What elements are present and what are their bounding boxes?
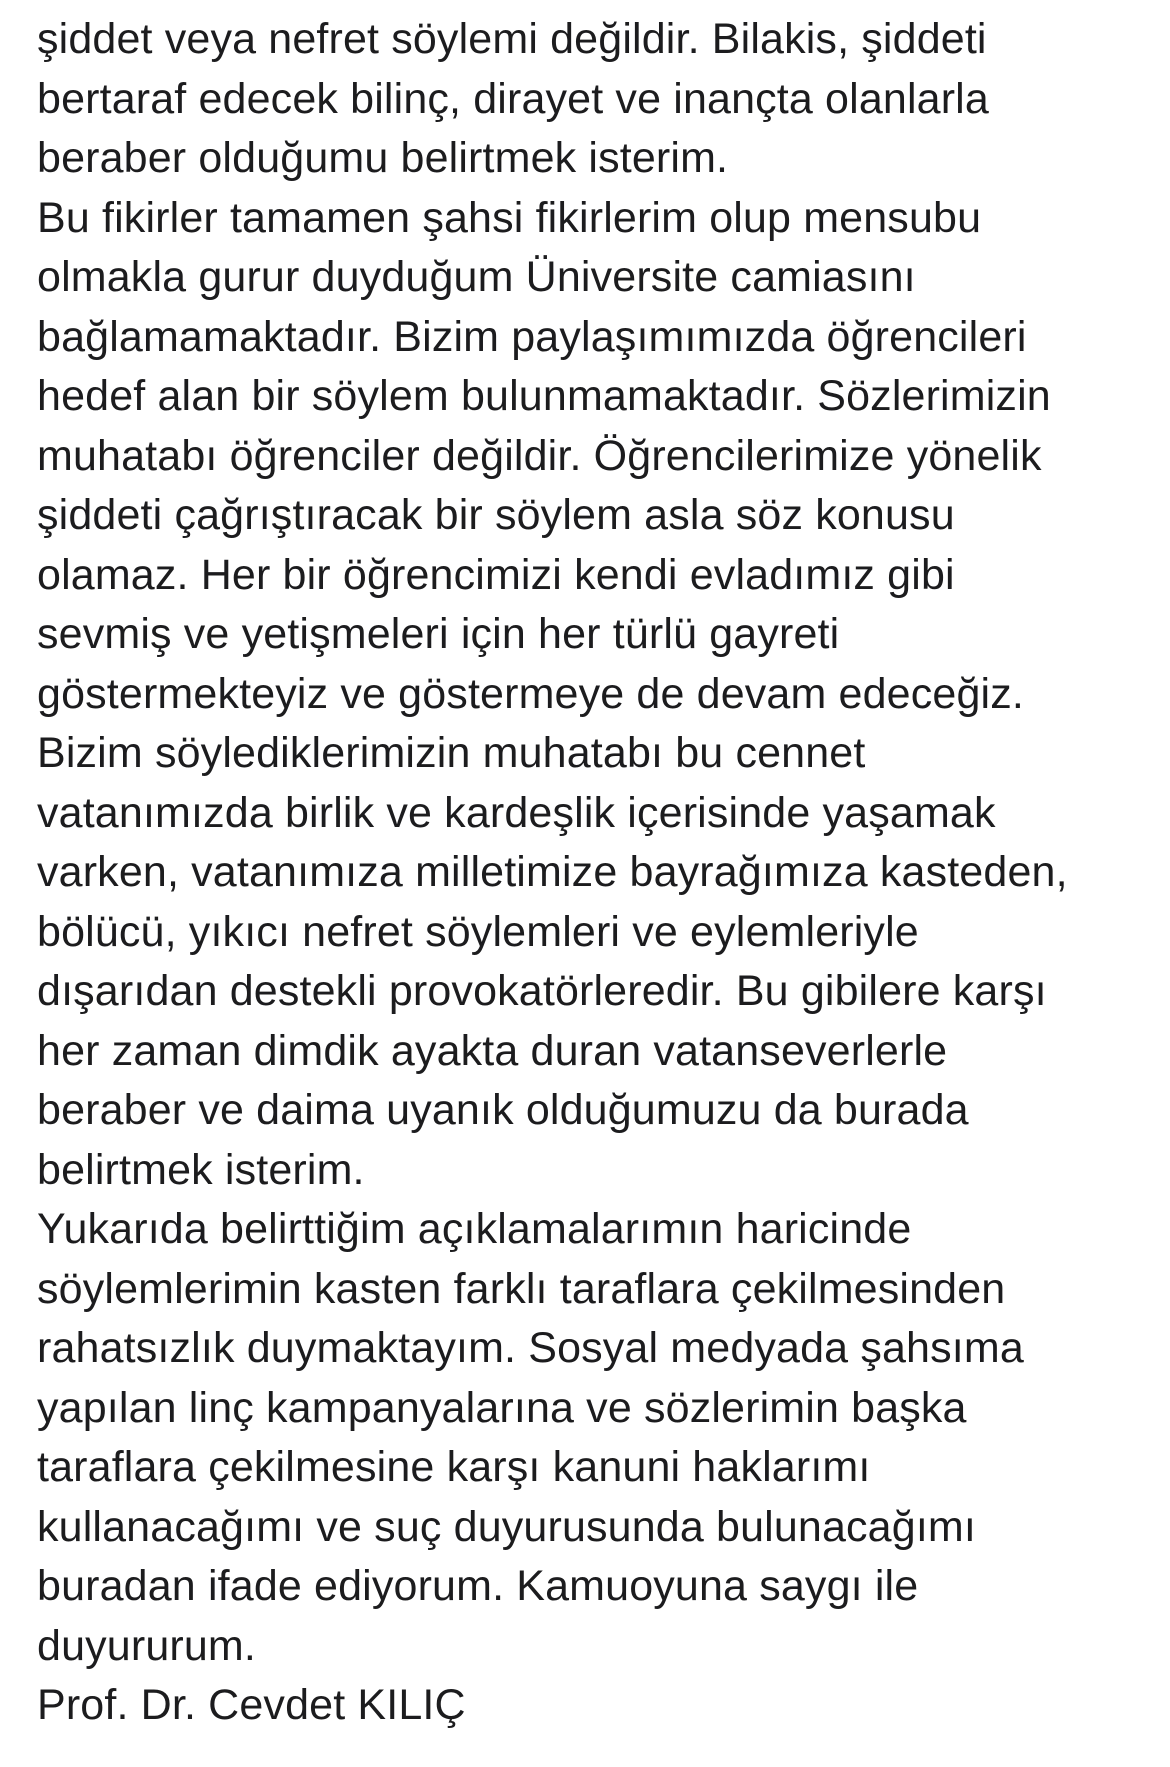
text-line: bağlamamaktadır. Bizim paylaşımımızda öğrencileri: [37, 312, 1027, 361]
text-line: vatanımızda birlik ve kardeşlik içerisinde yaşamak: [37, 788, 996, 837]
text-line: göstermekteyiz ve göstermeye de devam edeceğiz.: [37, 669, 1024, 718]
text-line: kullanacağımı ve suç duyurusunda bulunacağımı: [37, 1502, 976, 1551]
text-line: muhatabı öğrenciler değildir. Öğrencilerimize yönelik: [37, 431, 1042, 480]
text-line: şiddet veya nefret söylemi değildir. Bilakis, şiddeti: [37, 15, 987, 63]
text-line: rahatsızlık duymaktayım. Sosyal medyada şahsıma: [37, 1324, 1024, 1372]
author-signature: Prof. Dr. Cevdet KILIÇ: [37, 1681, 466, 1729]
text-line: her zaman dimdik ayakta duran vatanseverlerle: [37, 1026, 948, 1075]
text-line: varken, vatanımıza milletimize bayrağımıza kasteden,: [37, 848, 1068, 896]
text-line: Bizim söylediklerimizin muhatabı bu cennet: [37, 729, 866, 777]
text-line: bertaraf edecek bilinç, dirayet ve inançta olanlarla: [37, 74, 989, 123]
text-line: sevmiş ve yetişmeleri için her türlü gayreti: [37, 610, 840, 658]
text-line: beraber ve daima uyanık olduğumuzu da burada: [37, 1086, 969, 1134]
text-line: buradan ifade ediyorum. Kamuoyuna saygı ile: [37, 1562, 919, 1610]
text-line: Bu fikirler tamamen şahsi fikirlerim olup mensubu: [37, 193, 982, 242]
post-body: [37, 0, 1147, 1736]
clipped-previous-line: [37, 0, 1147, 10]
text-line: belirtmek isterim.: [37, 1145, 365, 1194]
text-line: olmakla gurur duyduğum Üniversite camiasını: [37, 253, 916, 301]
text-line: şiddeti çağrıştıracak bir söylem asla söz konusu: [37, 491, 955, 539]
text-line: bölücü, yıkıcı nefret söylemleri ve eylemleriyle: [37, 907, 919, 956]
text-line: taraflara çekilmesine karşı kanuni haklarımı: [37, 1443, 871, 1491]
text-line: olamaz. Her bir öğrencimizi kendi evladımız gibi: [37, 550, 955, 599]
text-line: duyururum.: [37, 1621, 256, 1670]
text-line: dışarıdan destekli provokatörleredir. Bu gibilere karşı: [37, 967, 1047, 1015]
text-line: yapılan linç kampanyalarına ve sözlerimin başka: [37, 1383, 967, 1432]
text-line: Yukarıda belirttiğim açıklamalarımın haricinde: [37, 1205, 912, 1253]
text-line: hedef alan bir söylem bulunmamaktadır. Sözlerimizin: [37, 372, 1051, 420]
text-line: söylemlerimin kasten farklı taraflara çekilmesinden: [37, 1264, 1006, 1313]
text-line: beraber olduğumu belirtmek isterim.: [37, 134, 729, 182]
